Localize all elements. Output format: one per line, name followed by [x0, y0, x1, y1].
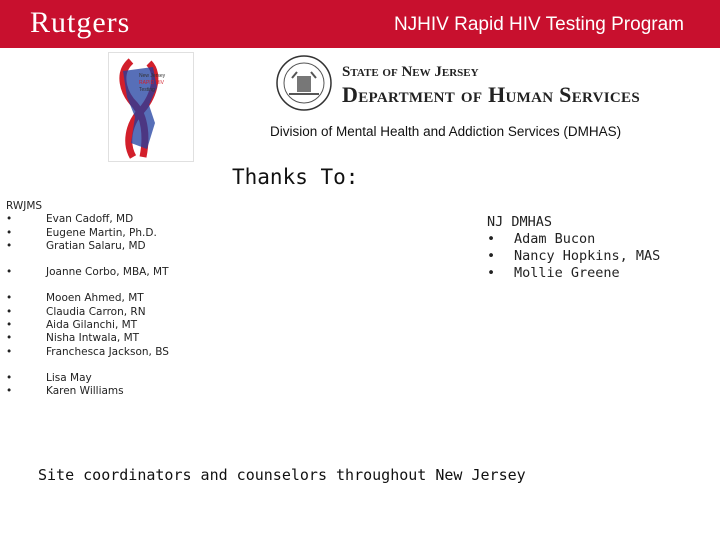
- list-item: • Franchesca Jackson, BS: [6, 345, 169, 358]
- ribbon-line-1: New Jersey: [139, 73, 166, 79]
- rwjms-list: [6, 200, 169, 399]
- ribbon-line-3: Testing: [139, 87, 155, 93]
- list-item: • Evan Cadoff, MD: [6, 213, 134, 226]
- red-ribbon-icon: [109, 53, 193, 161]
- ribbon-line-2: RAPID HIV: [139, 80, 165, 86]
- list-item: • Mollie Greene: [487, 265, 620, 281]
- list-item: • Eugene Martin, Ph.D.: [6, 226, 157, 239]
- list-item: • Karen Williams: [6, 385, 124, 398]
- rwjms-heading: RWJMS: [6, 200, 43, 212]
- list-item: • Adam Bucon: [487, 231, 596, 247]
- department-name-text: Department of Human Services: [342, 82, 640, 107]
- list-item: • Aida Gilanchi, MT: [6, 319, 138, 332]
- nj-dmhas-heading: NJ DMHAS: [487, 214, 553, 230]
- rutgers-logo: Rutgers: [30, 6, 131, 39]
- rwjms-group-4: [6, 372, 169, 399]
- list-item: • Lisa May: [6, 371, 92, 384]
- state-seal-icon: [275, 54, 333, 112]
- division-text: Division of Mental Health and Addiction Services (DMHAS): [270, 124, 622, 139]
- footer-note: Site coordinators and counselors throughout New Jersey: [38, 466, 526, 484]
- list-item: • Mooen Ahmed, MT: [6, 292, 144, 305]
- state-of-new-jersey-text: State of New Jersey: [342, 64, 479, 80]
- list-item: • Nisha Intwala, MT: [6, 332, 140, 345]
- list-item: • Claudia Carron, RN: [6, 305, 146, 318]
- nj-dmhas-list: [487, 214, 660, 282]
- rwjms-group-2: [6, 266, 169, 279]
- header-title: NJHIV Rapid HIV Testing Program: [393, 14, 684, 35]
- list-item: • Joanne Corbo, MBA, MT: [6, 266, 169, 279]
- ribbon-card-text: [139, 73, 165, 94]
- rwjms-group-3: [6, 292, 169, 358]
- list-item: • Gratian Salaru, MD: [6, 239, 146, 252]
- nj-rapid-hiv-testing-logo: [108, 52, 194, 162]
- list-item: • Nancy Hopkins, MAS: [487, 248, 661, 264]
- thanks-heading: Thanks To:: [232, 165, 359, 189]
- header-bar: [0, 0, 720, 48]
- rwjms-group-1: [6, 213, 169, 253]
